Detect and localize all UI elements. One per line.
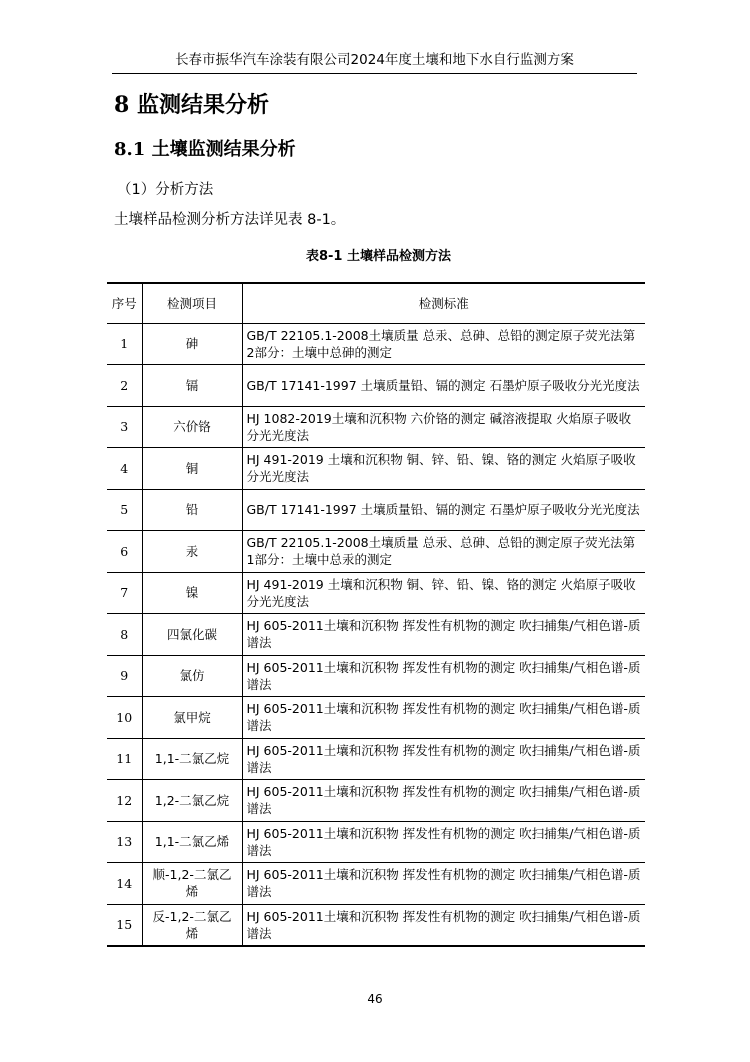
row-standard: HJ 605-2011土壤和沉积物 挥发性有机物的测定 吹扫捕集/气相色谱-质谱法: [242, 863, 645, 905]
row-standard: GB/T 17141-1997 土壤质量铅、镉的测定 石墨炉原子吸收分光光度法: [242, 365, 645, 407]
table-row: [107, 904, 645, 946]
table-row: [107, 821, 645, 863]
row-seq: 6: [107, 531, 142, 573]
row-standard: HJ 605-2011土壤和沉积物 挥发性有机物的测定 吹扫捕集/气相色谱-质谱法: [242, 614, 645, 656]
row-item: 顺-1,2-二氯乙烯: [142, 863, 242, 905]
header-seq: 序号: [107, 283, 142, 323]
table-row: [107, 697, 645, 739]
subsection-heading: 8.1 土壤监测结果分析: [114, 139, 296, 160]
row-seq: 10: [107, 697, 142, 739]
row-seq: 15: [107, 904, 142, 946]
table-row: [107, 406, 645, 448]
table-row: [107, 365, 645, 407]
row-seq: 4: [107, 448, 142, 490]
table-caption: 表8-1 土壤样品检测方法: [305, 249, 451, 264]
row-standard: HJ 605-2011土壤和沉积物 挥发性有机物的测定 吹扫捕集/气相色谱-质谱法: [242, 780, 645, 822]
row-seq: 1: [107, 323, 142, 365]
table-row: [107, 780, 645, 822]
row-standard: HJ 605-2011土壤和沉积物 挥发性有机物的测定 吹扫捕集/气相色谱-质谱法: [242, 904, 645, 946]
header-item: 检测项目: [142, 283, 242, 323]
row-standard: HJ 1082-2019土壤和沉积物 六价铬的测定 碱溶液提取 火焰原子吸收分光光度法: [242, 406, 645, 448]
row-item: 四氯化碳: [142, 614, 242, 656]
table-row: [107, 489, 645, 531]
row-item: 铅: [142, 489, 242, 531]
table-row: [107, 323, 645, 365]
row-item: 镉: [142, 365, 242, 407]
row-item: 氯仿: [142, 655, 242, 697]
table-row: [107, 572, 645, 614]
row-seq: 2: [107, 365, 142, 407]
row-seq: 7: [107, 572, 142, 614]
table-row: [107, 448, 645, 490]
table-row: [107, 614, 645, 656]
row-standard: HJ 491-2019 土壤和沉积物 铜、锌、铅、镍、铬的测定 火焰原子吸收分光光度法: [242, 448, 645, 490]
page-header: 长春市振华汽车涂装有限公司2024年度土壤和地下水自行监测方案: [175, 52, 574, 68]
header-divider: [112, 73, 637, 74]
row-seq: 11: [107, 738, 142, 780]
row-seq: 3: [107, 406, 142, 448]
row-item: 六价铬: [142, 406, 242, 448]
row-item: 氯甲烷: [142, 697, 242, 739]
row-item: 铜: [142, 448, 242, 490]
row-item: 1,2-二氯乙烷: [142, 780, 242, 822]
table-row: [107, 738, 645, 780]
table-row: [107, 531, 645, 573]
row-seq: 13: [107, 821, 142, 863]
row-standard: HJ 605-2011土壤和沉积物 挥发性有机物的测定 吹扫捕集/气相色谱-质谱法: [242, 697, 645, 739]
row-standard: HJ 605-2011土壤和沉积物 挥发性有机物的测定 吹扫捕集/气相色谱-质谱法: [242, 655, 645, 697]
section-heading: 8 监测结果分析: [114, 92, 269, 118]
methods-table: [107, 282, 645, 947]
page-number: 46: [367, 992, 383, 1006]
row-seq: 14: [107, 863, 142, 905]
row-item: 1,1-二氯乙烷: [142, 738, 242, 780]
header-standard: 检测标准: [242, 283, 645, 323]
row-standard: GB/T 22105.1-2008土壤质量 总汞、总砷、总铅的测定原子荧光法第1部分：土壤中总汞的测定: [242, 531, 645, 573]
table-row: [107, 655, 645, 697]
row-standard: GB/T 22105.1-2008土壤质量 总汞、总砷、总铅的测定原子荧光法第2部分：土壤中总砷的测定: [242, 323, 645, 365]
row-item: 1,1-二氯乙烯: [142, 821, 242, 863]
row-standard: GB/T 17141-1997 土壤质量铅、镉的测定 石墨炉原子吸收分光光度法: [242, 489, 645, 531]
row-item: 砷: [142, 323, 242, 365]
row-item: 反-1,2-二氯乙烯: [142, 904, 242, 946]
row-standard: HJ 491-2019 土壤和沉积物 铜、锌、铅、镍、铬的测定 火焰原子吸收分光光度法: [242, 572, 645, 614]
table-header-row: [107, 283, 645, 323]
row-seq: 8: [107, 614, 142, 656]
row-seq: 5: [107, 489, 142, 531]
row-standard: HJ 605-2011土壤和沉积物 挥发性有机物的测定 吹扫捕集/气相色谱-质谱法: [242, 821, 645, 863]
row-item: 汞: [142, 531, 242, 573]
row-seq: 12: [107, 780, 142, 822]
row-seq: 9: [107, 655, 142, 697]
intro-paragraph: 土壤样品检测分析方法详见表 8-1。: [114, 212, 346, 228]
method-label: （1）分析方法: [117, 182, 214, 198]
table-row: [107, 863, 645, 905]
row-standard: HJ 605-2011土壤和沉积物 挥发性有机物的测定 吹扫捕集/气相色谱-质谱法: [242, 738, 645, 780]
row-item: 镍: [142, 572, 242, 614]
